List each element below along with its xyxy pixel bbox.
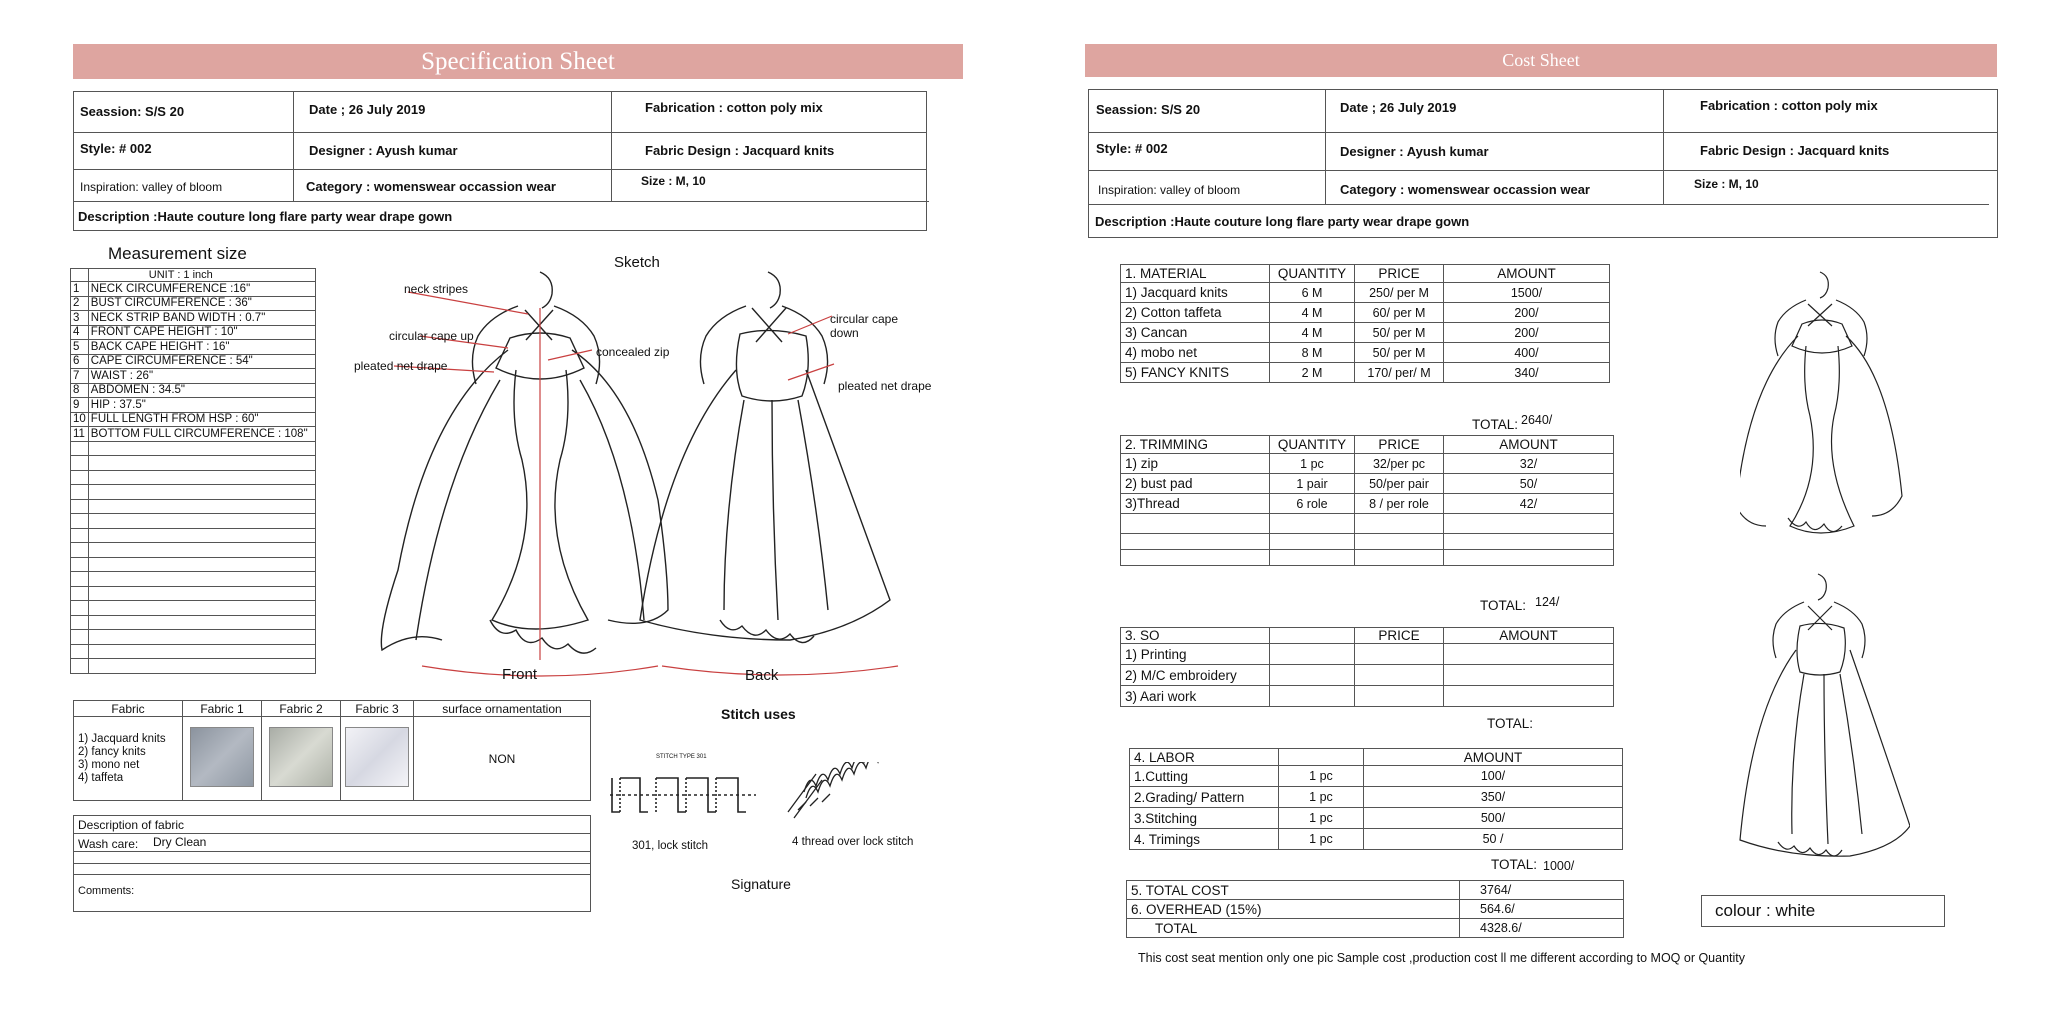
measurement-label: NECK CIRCUMFERENCE :16" — [88, 282, 315, 297]
labor-amount: 100/ — [1364, 766, 1623, 787]
measurement-no-cell — [71, 269, 89, 282]
trimming-amount: 42/ — [1444, 494, 1614, 514]
fabric-list-item: 2) fancy knits — [78, 745, 146, 758]
fabric-list-item: 3) mono net — [78, 758, 140, 771]
trimming-item: 1) zip — [1121, 454, 1270, 474]
spec-description: Description :Haute couture long flare party wear drape gown — [78, 209, 453, 224]
material-row — [1121, 363, 1610, 383]
gown-sketch-front-back — [340, 260, 900, 685]
trimming-amount: 50/ — [1444, 474, 1614, 494]
material-total-label: TOTAL: — [1472, 417, 1519, 432]
measurement-label: FRONT CAPE HEIGHT : 10" — [88, 325, 315, 340]
measurement-label: FULL LENGTH FROM HSP : 60" — [88, 412, 315, 427]
sketch-title: Sketch — [614, 254, 660, 271]
trimming-row — [1121, 454, 1614, 474]
label-pleated-net-drape-right: pleated net drape — [838, 379, 932, 393]
cost-fabric-design: Fabric Design : Jacquard knits — [1700, 143, 1890, 158]
labor-item: 1.Cutting — [1130, 766, 1279, 787]
measurement-empty-row — [71, 456, 316, 471]
cost-footnote: This cost seat mention only one pic Sample cost ,production cost ll me different according to MOQ or Quantity — [1138, 951, 1746, 965]
so-item: 2) M/C embroidery — [1121, 665, 1270, 686]
labor-total-value: 1000/ — [1543, 859, 1575, 873]
trimming-quantity-header: QUANTITY — [1270, 436, 1355, 454]
summary-row — [1127, 919, 1624, 938]
material-price: 250/ per M — [1355, 283, 1444, 303]
summary-table — [1126, 880, 1624, 938]
ornamentation-value: NON — [414, 717, 591, 801]
measurement-unit: UNIT : 1 inch — [88, 269, 315, 282]
measurement-empty-row — [71, 630, 316, 645]
material-item: 5) FANCY KNITS — [1121, 363, 1270, 383]
overlock-stitch-diagram — [784, 762, 930, 826]
colour-box — [1701, 895, 1945, 927]
material-row — [1121, 303, 1610, 323]
trimming-row — [1121, 494, 1614, 514]
cost-title: Cost Sheet — [1502, 50, 1580, 70]
spec-category: Category : womenswear occassion wear — [306, 179, 556, 194]
material-qty: 8 M — [1270, 343, 1355, 363]
spec-title: Specification Sheet — [421, 48, 615, 75]
so-row — [1121, 644, 1614, 665]
material-price: 50/ per M — [1355, 343, 1444, 363]
trimming-qty: 6 role — [1270, 494, 1355, 514]
labor-amount: 50 / — [1364, 829, 1623, 850]
trimming-header: 2. TRIMMING — [1121, 436, 1270, 454]
so-header: 3. SO — [1121, 628, 1270, 644]
quantity-header: QUANTITY — [1270, 265, 1355, 283]
measurement-empty-row — [71, 543, 316, 558]
measurement-row — [71, 282, 316, 297]
fabric1-col-header: Fabric 1 — [183, 701, 262, 717]
measurement-empty-row — [71, 572, 316, 587]
labor-item: 3.Stitching — [1130, 808, 1279, 829]
measurement-label: NECK STRIP BAND WIDTH : 0.7" — [88, 311, 315, 326]
amount-header: AMOUNT — [1444, 265, 1610, 283]
spec-inspiration: Inspiration: valley of bloom — [80, 180, 223, 194]
measurement-empty-row — [71, 644, 316, 659]
measurement-label: HIP : 37.5" — [88, 398, 315, 413]
measurement-label: BOTTOM FULL CIRCUMFERENCE : 108" — [88, 427, 315, 442]
gown-sketch-front-small — [1740, 268, 1910, 543]
labor-item: 4. Trimings — [1130, 829, 1279, 850]
trimming-item: 2) bust pad — [1121, 474, 1270, 494]
summary-label: TOTAL — [1127, 919, 1460, 938]
measurement-table — [70, 268, 316, 674]
measurement-empty-row — [71, 499, 316, 514]
material-row — [1121, 343, 1610, 363]
so-item: 1) Printing — [1121, 644, 1270, 665]
wash-care-label: Wash care: — [78, 837, 139, 851]
measurement-no: 5 — [71, 340, 89, 355]
fabric-list-item: 4) taffeta — [78, 771, 124, 784]
colour-label: colour : white — [1715, 901, 1816, 920]
label-concealed-zip: concealed zip — [596, 345, 670, 359]
measurement-empty-row — [71, 601, 316, 616]
measurement-no: 9 — [71, 398, 89, 413]
measurement-row — [71, 369, 316, 384]
cost-category: Category : womenswear occassion wear — [1340, 182, 1590, 197]
labor-row — [1130, 808, 1623, 829]
spec-title-banner — [73, 44, 963, 79]
labor-row — [1130, 829, 1623, 850]
summary-label: 5. TOTAL COST — [1127, 881, 1460, 900]
labor-qty: 1 pc — [1279, 787, 1364, 808]
measurement-row — [71, 325, 316, 340]
fabric-col-header: Fabric — [74, 701, 183, 717]
material-header: 1. MATERIAL — [1121, 265, 1270, 283]
so-table — [1120, 627, 1614, 707]
measurement-empty-row — [71, 586, 316, 601]
material-amount: 340/ — [1444, 363, 1610, 383]
spec-header-box — [73, 91, 927, 231]
material-item: 3) Cancan — [1121, 323, 1270, 343]
so-row — [1121, 665, 1614, 686]
label-pleated-net-drape-left: pleated net drape — [354, 359, 448, 373]
labor-qty: 1 pc — [1279, 829, 1364, 850]
material-table — [1120, 264, 1610, 383]
trimming-price: 50/per pair — [1355, 474, 1444, 494]
trimming-table — [1120, 435, 1614, 566]
fabric3-col-header: Fabric 3 — [341, 701, 414, 717]
labor-amount-header: AMOUNT — [1364, 749, 1623, 766]
measurement-row — [71, 311, 316, 326]
material-price: 60/ per M — [1355, 303, 1444, 323]
measurement-row — [71, 340, 316, 355]
measurement-empty-row — [71, 485, 316, 500]
stitch1-label: 301, lock stitch — [632, 840, 709, 852]
cost-description: Description :Haute couture long flare party wear drape gown — [1095, 214, 1470, 229]
label-circular-cape-up: circular cape up — [389, 329, 474, 343]
measurement-empty-row — [71, 470, 316, 485]
measurement-empty-row — [71, 514, 316, 529]
material-item: 2) Cotton taffeta — [1121, 303, 1270, 323]
labor-amount: 500/ — [1364, 808, 1623, 829]
measurement-label: ABDOMEN : 34.5" — [88, 383, 315, 398]
material-qty: 4 M — [1270, 303, 1355, 323]
gown-sketch-back-small — [1738, 570, 1910, 870]
material-amount: 400/ — [1444, 343, 1610, 363]
measurement-no: 8 — [71, 383, 89, 398]
material-row — [1121, 323, 1610, 343]
trimming-amount: 32/ — [1444, 454, 1614, 474]
measurement-row — [71, 427, 316, 442]
fabric-table — [73, 700, 591, 801]
material-price: 170/ per/ M — [1355, 363, 1444, 383]
signature-label: Signature — [731, 876, 791, 892]
measurement-empty-row — [71, 659, 316, 674]
measurement-empty-row — [71, 528, 316, 543]
measurement-label: WAIST : 26" — [88, 369, 315, 384]
trimming-price: 8 / per role — [1355, 494, 1444, 514]
fabric-description-box — [73, 815, 591, 912]
measurement-no: 2 — [71, 296, 89, 311]
summary-row — [1127, 900, 1624, 919]
material-qty: 2 M — [1270, 363, 1355, 383]
stitch2-label: 4 thread over lock stitch — [792, 836, 914, 848]
labor-total-label: TOTAL: — [1491, 857, 1538, 872]
cost-style: Style: # 002 — [1096, 141, 1168, 156]
spec-style: Style: # 002 — [80, 141, 152, 156]
fabric1-swatch — [190, 727, 254, 787]
measurement-empty-row — [71, 557, 316, 572]
fabric-list-item: 1) Jacquard knits — [78, 732, 166, 745]
cost-season: Seassion: S/S 20 — [1096, 102, 1201, 117]
trimming-row — [1121, 474, 1614, 494]
cost-size: Size : M, 10 — [1694, 177, 1759, 191]
cost-date: Date ; 26 July 2019 — [1340, 100, 1457, 115]
label-neck-stripes: neck stripes — [404, 282, 469, 296]
summary-value: 3764/ — [1460, 881, 1624, 900]
stitch-uses-title: Stitch uses — [721, 706, 796, 722]
stitch-type-caption: STITCH TYPE 301 — [656, 754, 707, 760]
summary-label: 6. OVERHEAD (15%) — [1127, 900, 1460, 919]
measurement-row — [71, 412, 316, 427]
so-total-label: TOTAL: — [1487, 716, 1534, 731]
trimming-total-value: 124/ — [1535, 595, 1560, 609]
labor-table — [1129, 748, 1623, 850]
cost-designer: Designer : Ayush kumar — [1340, 144, 1489, 159]
labor-item: 2.Grading/ Pattern — [1130, 787, 1279, 808]
summary-row — [1127, 881, 1624, 900]
summary-value: 4328.6/ — [1460, 919, 1624, 938]
measurement-no: 6 — [71, 354, 89, 369]
so-blank-header — [1270, 628, 1355, 644]
material-qty: 4 M — [1270, 323, 1355, 343]
measurement-row — [71, 354, 316, 369]
fabric2-swatch — [269, 727, 333, 787]
measurement-no: 10 — [71, 412, 89, 427]
measurement-row — [71, 383, 316, 398]
labor-blank-header — [1279, 749, 1364, 766]
fabric3-swatch — [345, 727, 409, 787]
spec-designer: Designer : Ayush kumar — [309, 143, 458, 158]
measurement-row — [71, 296, 316, 311]
so-price-header: PRICE — [1355, 628, 1444, 644]
fabric-description-title: Description of fabric — [78, 818, 185, 832]
measurement-row — [71, 398, 316, 413]
spec-size: Size : M, 10 — [641, 174, 706, 188]
material-amount: 200/ — [1444, 323, 1610, 343]
trimming-qty: 1 pair — [1270, 474, 1355, 494]
trimming-amount-header: AMOUNT — [1444, 436, 1614, 454]
measurement-no: 7 — [71, 369, 89, 384]
measurement-label: CAPE CIRCUMFERENCE : 54" — [88, 354, 315, 369]
cost-fabrication: Fabrication : cotton poly mix — [1700, 98, 1878, 113]
measurement-no: 3 — [71, 311, 89, 326]
so-amount-header: AMOUNT — [1444, 628, 1614, 644]
price-header: PRICE — [1355, 265, 1444, 283]
ornamentation-col-header: surface ornamentation — [414, 701, 591, 717]
spec-season: Seassion: S/S 20 — [80, 104, 185, 119]
label-circular-cape-down-1: circular cape — [830, 312, 899, 326]
label-back: Back — [745, 667, 779, 684]
measurement-no: 1 — [71, 282, 89, 297]
measurement-no: 11 — [71, 427, 89, 442]
measurement-title: Measurement size — [108, 244, 247, 263]
label-front: Front — [502, 666, 538, 683]
labor-row — [1130, 766, 1623, 787]
cost-title-banner — [1085, 44, 1997, 77]
measurement-label: BACK CAPE HEIGHT : 16" — [88, 340, 315, 355]
material-item: 4) mobo net — [1121, 343, 1270, 363]
trimming-total-label: TOTAL: — [1480, 598, 1527, 613]
summary-value: 564.6/ — [1460, 900, 1624, 919]
spec-fabrication: Fabrication : cotton poly mix — [645, 100, 823, 115]
labor-header: 4. LABOR — [1130, 749, 1279, 766]
measurement-empty-row — [71, 615, 316, 630]
material-amount: 1500/ — [1444, 283, 1610, 303]
material-amount: 200/ — [1444, 303, 1610, 323]
material-row — [1121, 283, 1610, 303]
measurement-label: BUST CIRCUMFERENCE : 36" — [88, 296, 315, 311]
wash-care-value: Dry Clean — [153, 835, 207, 849]
spec-fabric-design: Fabric Design : Jacquard knits — [645, 143, 835, 158]
comments-label: Comments: — [78, 885, 135, 897]
so-item: 3) Aari work — [1121, 686, 1270, 707]
material-total-value: 2640/ — [1521, 413, 1553, 427]
labor-amount: 350/ — [1364, 787, 1623, 808]
trimming-price: 32/per pc — [1355, 454, 1444, 474]
so-row — [1121, 686, 1614, 707]
trimming-item: 3)Thread — [1121, 494, 1270, 514]
measurement-no: 4 — [71, 325, 89, 340]
measurement-empty-row — [71, 441, 316, 456]
spec-date: Date ; 26 July 2019 — [309, 102, 426, 117]
trimming-qty: 1 pc — [1270, 454, 1355, 474]
labor-qty: 1 pc — [1279, 766, 1364, 787]
cost-header-box — [1088, 89, 1998, 238]
fabric2-col-header: Fabric 2 — [262, 701, 341, 717]
material-qty: 6 M — [1270, 283, 1355, 303]
trimming-price-header: PRICE — [1355, 436, 1444, 454]
cost-inspiration: Inspiration: valley of bloom — [1098, 183, 1241, 197]
labor-qty: 1 pc — [1279, 808, 1364, 829]
lock-stitch-diagram — [610, 770, 756, 820]
labor-row — [1130, 787, 1623, 808]
material-item: 1) Jacquard knits — [1121, 283, 1270, 303]
material-price: 50/ per M — [1355, 323, 1444, 343]
label-circular-cape-down-2: down — [830, 326, 859, 340]
